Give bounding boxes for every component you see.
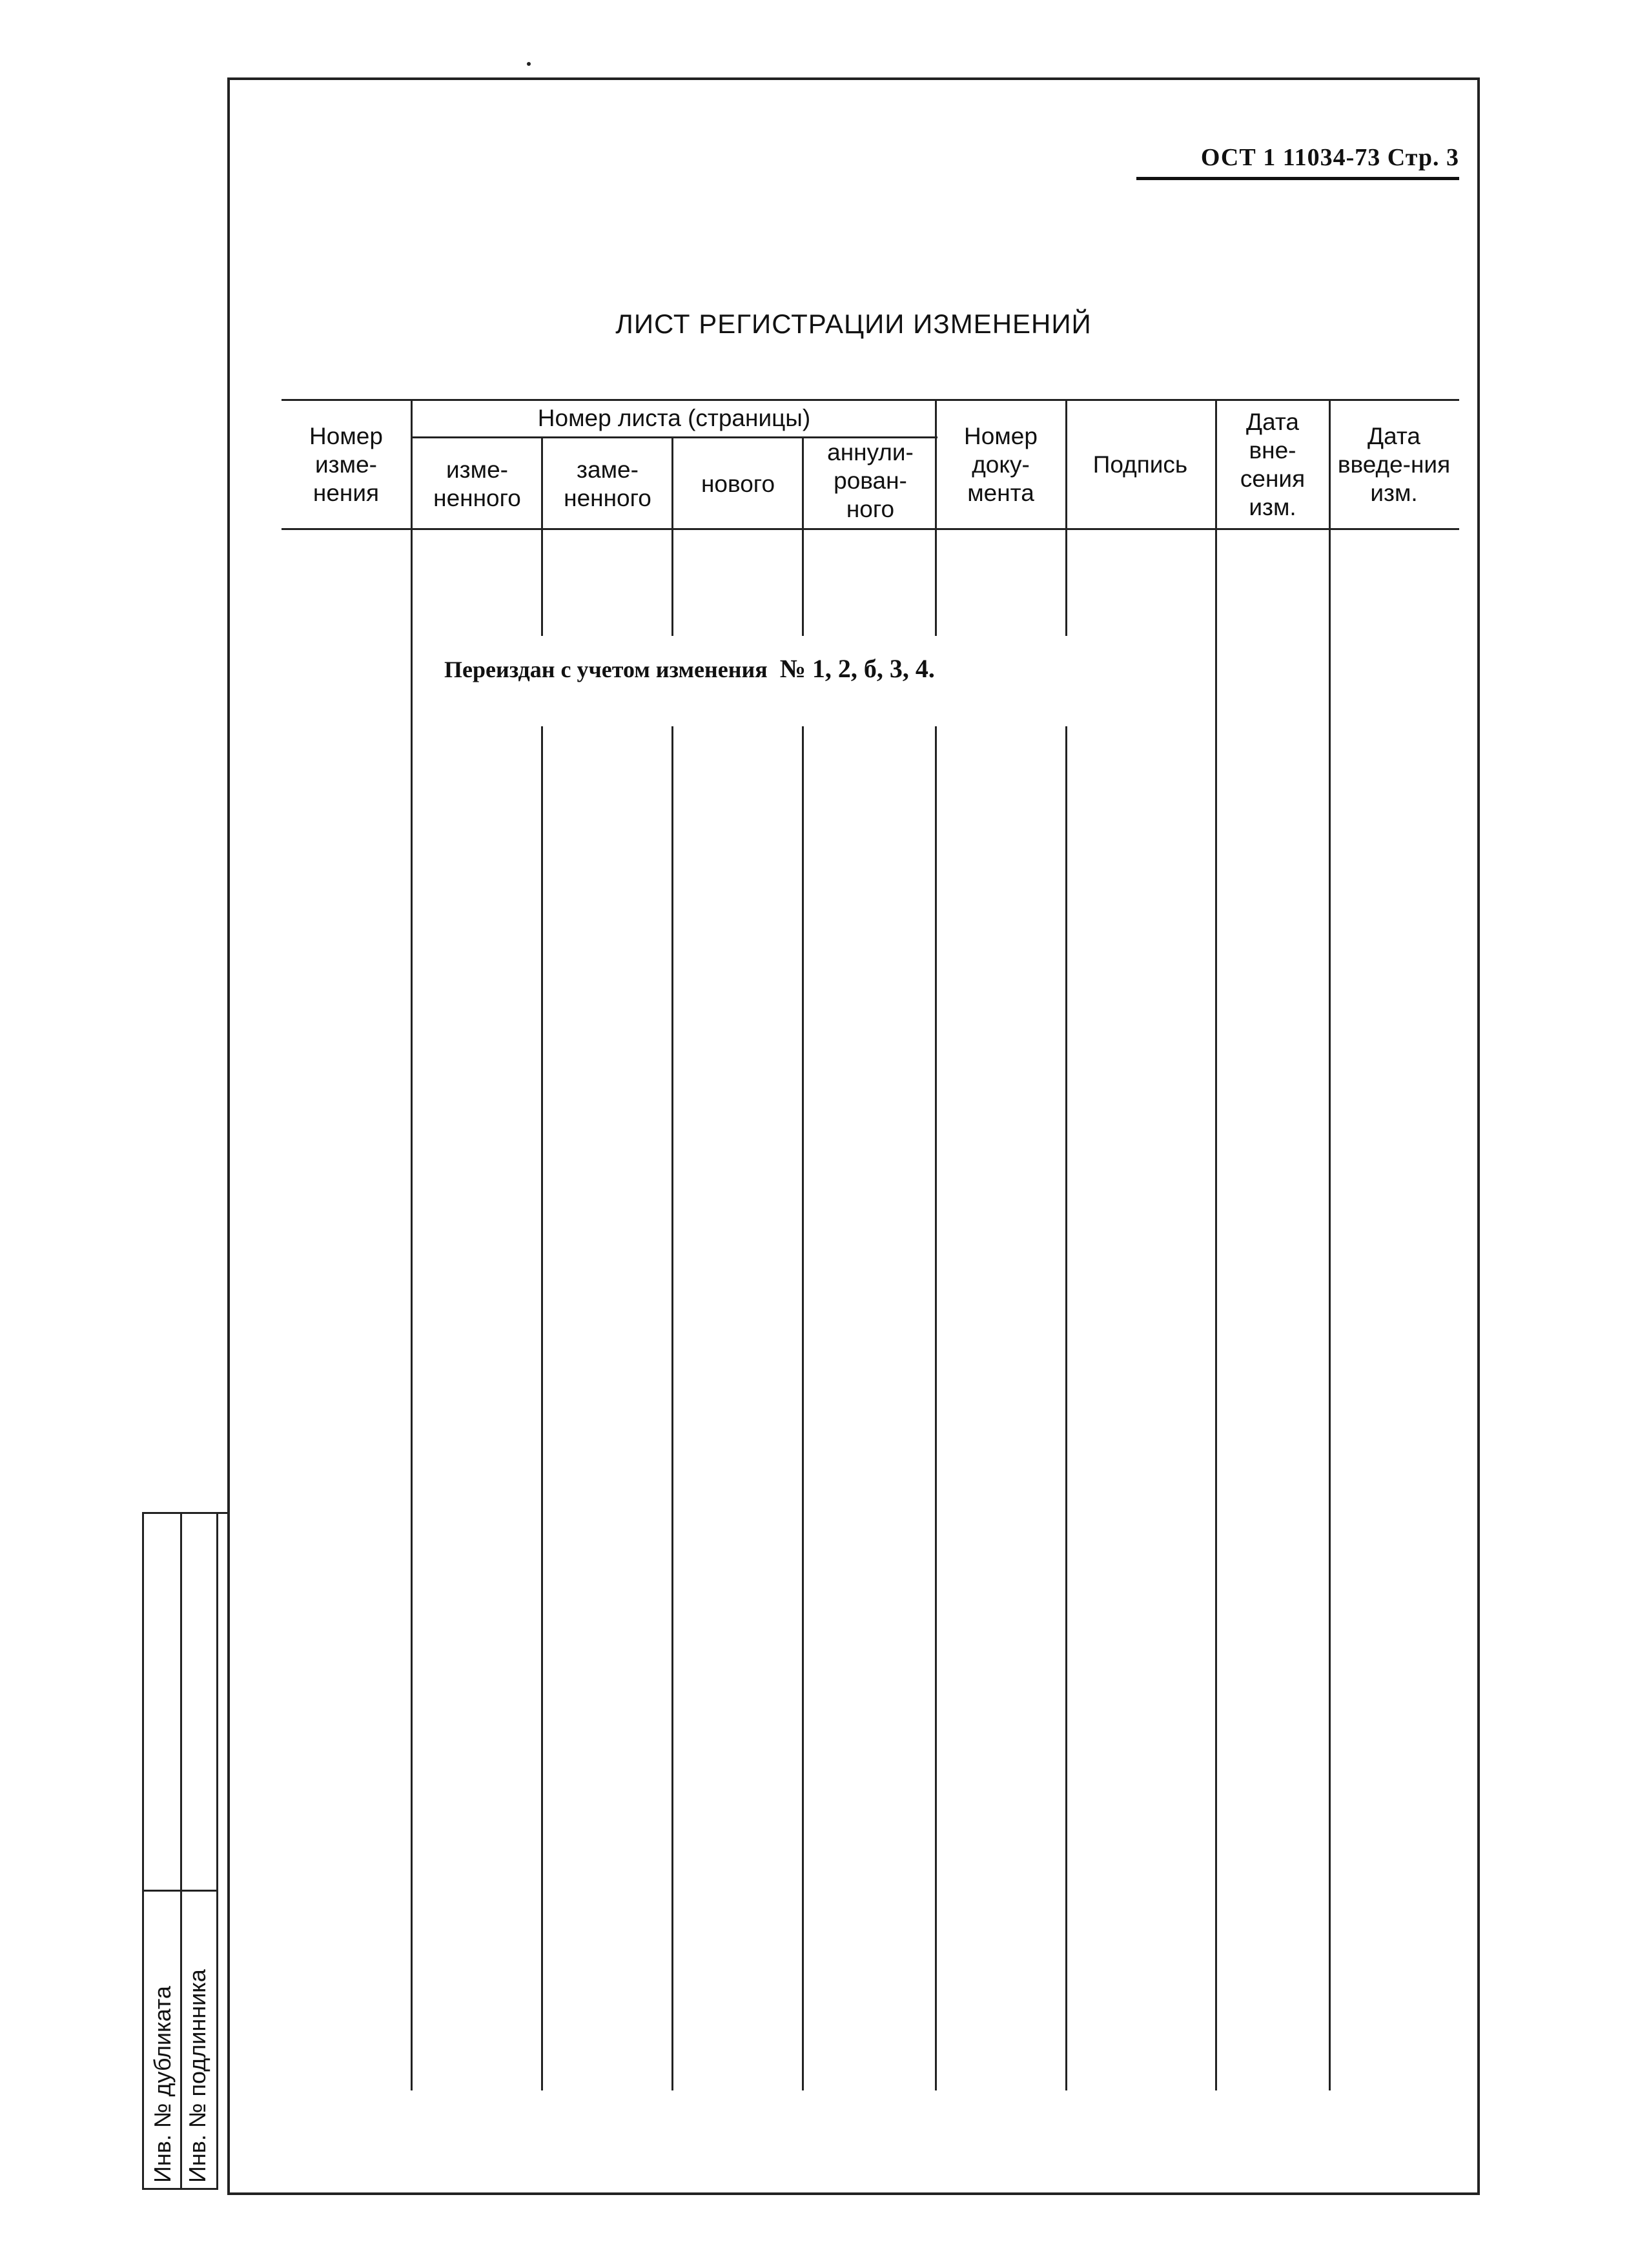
col-divider-1 [411,399,413,2090]
reissue-note-text: Переиздан с учетом изменения [444,657,768,682]
duplicate-inventory-label: Инв. № дубликата [149,1986,176,2183]
header-document-number: Номер доку-мента [964,423,1038,506]
header-page-group: Номер листа (страницы) [537,405,811,431]
reissue-note [444,653,935,684]
header-cancelled: аннули-рован-ного [827,439,914,522]
header-replaced: заме-ненного [564,456,651,511]
side-stamp [142,1512,218,2190]
header-signature: Подпись [1092,451,1188,478]
page-frame [227,77,1480,2195]
table-header-bottom-border [282,528,1459,530]
header-date-effective: Дата введе-ния изм. [1337,423,1451,506]
header-date-entered: Дата вне-сения изм. [1240,409,1306,520]
document-reference [1136,143,1459,180]
stamp-top-extension [142,1512,229,1514]
stamp-divider [180,1514,182,2188]
header-new: нового [701,471,775,497]
reissue-note-numbers: № 1, 2, б, 3, 4. [779,654,935,683]
col-divider-7 [1215,399,1217,2090]
original-inventory-label: Инв. № подлинника [184,1969,210,2183]
col-divider-8 [1329,399,1331,2090]
standard-number: ОСТ 1 11034-73 [1200,144,1381,171]
page-number: Стр. 3 [1387,144,1459,171]
scan-speck [527,62,531,66]
stamp-row-divider [144,1890,216,1892]
page-title: ЛИСТ РЕГИСТРАЦИИ ИЗМЕНЕНИЙ [615,309,1092,339]
header-change-number: Номер изме-нения [309,423,383,506]
header-changed: изме-ненного [433,456,521,511]
